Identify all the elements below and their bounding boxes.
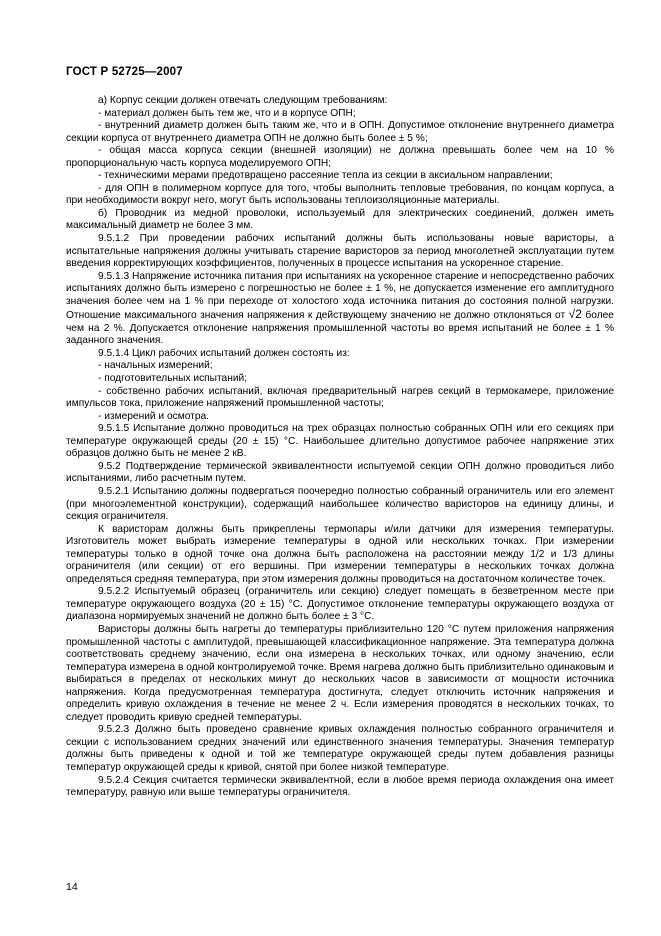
paragraph: К варисторам должны быть прикреплены термопары и/или датчики для измерения температуры. Изготовитель может выбрать измерение температуры в одной или нескольких точках. При измерении температуры только в одной точке она должна быть расположена на расстоянии между 1/2 и 1/3 длины ограничителя (или секции) от его вершины. При измерении температуры в нескольких точках должна определяться средняя температура, при этом измерения должны проводиться на достаточном количестве точек. (66, 523, 614, 585)
paragraph: б) Проводник из медной проволоки, используемый для электрических соединений, должен иметь максимальный диаметр не более 3 мм. (66, 207, 614, 232)
paragraph: - собственно рабочих испытаний, включая предварительный нагрев секций в термокамере, приложение импульсов тока, приложение напряжений промышленной частоты; (66, 385, 614, 410)
paragraph: а) Корпус секции должен отвечать следующим требованиям: (98, 95, 388, 106)
sqrt-formula: √2 (568, 307, 582, 322)
paragraph: - техническими мерами предотвращено рассеяние тепла из секции в аксиальном направлении; (98, 170, 553, 182)
paragraph: - начальных измерений; (98, 360, 213, 372)
document-header: ГОСТ Р 52725—2007 (66, 66, 183, 78)
paragraph: - общая масса корпуса секции (внешней изоляции) не должна превышать более чем на 10 % пропорциональную часть корпуса моделируемого ОПН; (66, 145, 614, 169)
paragraph: 9.5.2 Подтверждение термической эквивалентности испытуемой секции ОПН должно проводиться либо испытаниями, либо расчетным путем. (66, 460, 614, 485)
paragraph: 9.5.2.2 Испытуемый образец (ограничитель или секцию) следует помещать в безветренном месте при температуре окружающего воздуха (20 ± 15) °С. Допустимое отклонение температуры окружающего воздуха от диапазона нормируемых значений не должно быть более ± 3 °С. (66, 586, 614, 623)
paragraph: 9.5.2.3 Должно быть проведено сравнение кривых охлаждения полностью собранного ограничителя и секции с использованием средних значений или единственного значения температуры. Значения температур должны быть приведены к одной и той же температуре окружающей среды путем добавления разницы температур окружающей среды к кривой, снятой при более низкой температуре. (66, 724, 614, 773)
paragraph: - материал должен быть тем же, что и в корпусе ОПН; (98, 107, 356, 119)
paragraph: - внутренний диаметр должен быть таким же, что и в ОПН. Допустимое отклонение внутреннего диаметра секции корпуса от внутреннего диаметра ОПН не должно быть более ± 5 %; (66, 120, 614, 144)
paragraph-text: 9.5.1.3 Напряжение источника питания при испытаниях на ускоренное старение и непосредственно рабочих испытаниях должно быть измерено с погрешностью не более ± 1 %, не допускается изменение его амплитудного значения более чем на 1 % при переходе от холостого хода источника питания до состояния полной нагрузки. Отношение максимального значения напряжения к действующему значению не должно отклоняться от (66, 270, 614, 322)
paragraph: 9.5.1.4 Цикл рабочих испытаний должен состоять из: (98, 347, 350, 359)
document-body (66, 95, 614, 800)
paragraph: 9.5.2.4 Секция считается термически эквивалентной, если в любое время периода охлаждения она имеет температуру, равную или выше температуры ограничителя. (66, 774, 614, 799)
paragraph-text: более чем на 2 %. Допускается отклонение напряжения промышленной частоты во время испытаний не более ± 1 % заданного значения. (66, 310, 614, 347)
paragraph: 9.5.1.2 При проведении рабочих испытаний должны быть использованы новые варисторы, а испытательные напряжения должны учитывать старение варисторов за период многолетней эксплуатации путем введения корректирующих коэффициентов, полученных в процессе испытания на ускоренное старение. (66, 233, 614, 270)
paragraph: 9.5.2.1 Испытанию должны подвергаться поочередно полностью собранный ограничитель или его элемент (при многоэлементной конструкции), содержащий наибольшее количество варисторов на единицу длины, и секция ограничителя. (66, 485, 614, 523)
paragraph: - измерений и осмотра. (98, 410, 209, 422)
paragraph: - подготовительных испытаний; (98, 373, 248, 385)
paragraph: Варисторы должны быть нагреты до температуры приблизительно 120 °С путем приложения напряжения промышленной частоты с амплитудой, превышающей классификационное напряжение. Эта температура должна соответствовать среднему значению, если она измерена в нескольких точках, или одному значению, если температура измерена в одной контролируемой точке. Время нагрева должно быть приблизительно одинаковым и выбираться в пределах от нескольких минут до нескольких часов в зависимости от мощности источника напряжения. Когда предусмотренная температура достигнута, следует отключить источник напряжения и определить кривую охлаждения в течение не менее 2 ч. Если измерения проводятся в нескольких точках, то следует проводить кривую средней температуры. (66, 623, 614, 723)
paragraph: 9.5.1.5 Испытание должно проводиться на трех образцах полностью собранных ОПН или его секциях при температуре окружающей среды (20 ± 15) °С. Наибольшее длительно допустимое рабочее напряжение этих образцов должно быть не менее 2 кВ. (66, 423, 614, 460)
page-number: 14 (66, 881, 78, 893)
paragraph-with-formula (66, 271, 614, 348)
paragraph: - для ОПН в полимерном корпусе для того, чтобы выполнить тепловые требования, по концам корпуса, а при необходимости вокруг него, могут быть использованы теплоизоляционные материалы. (66, 182, 614, 207)
